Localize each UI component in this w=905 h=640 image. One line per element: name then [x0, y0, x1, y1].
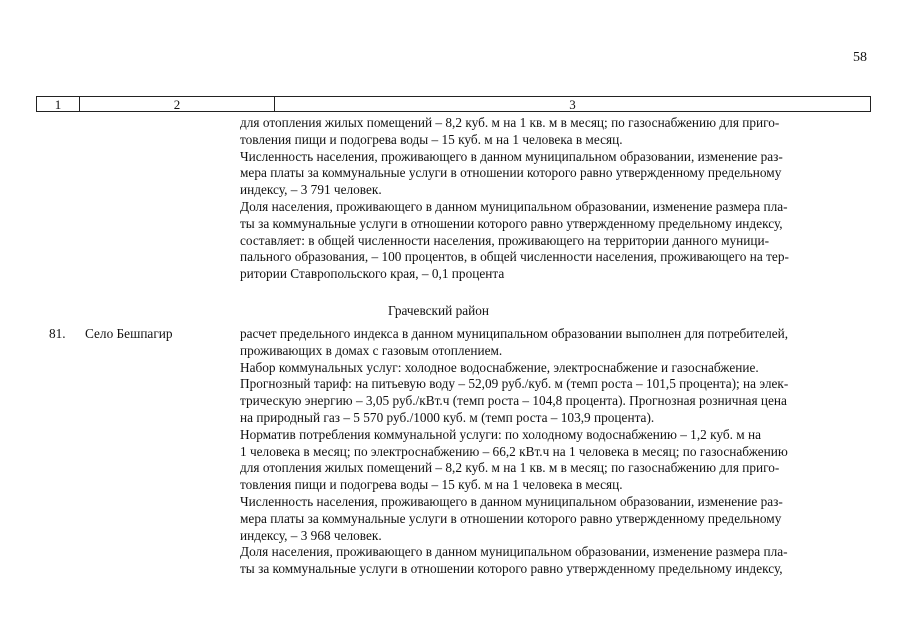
text-line: Доля населения, проживающего в данном муниципальном образовании, изменение размера пла- — [240, 198, 788, 214]
text-line: ты за коммунальные услуги в отношении которого равно утвержденному предельному индексу, — [240, 561, 783, 577]
text-line: Численность населения, проживающего в данном муниципальном образовании, изменение раз- — [240, 148, 783, 164]
section-title: Грачевский район — [388, 303, 490, 318]
text-line: ритории Ставропольского края, – 0,1 процента — [240, 266, 505, 282]
text-line: составляет: в общей численности населения, проживающего на территории данного муници- — [240, 232, 770, 248]
row81-text — [240, 326, 864, 578]
table-header-row — [36, 96, 871, 112]
header-col-3: 3 — [569, 97, 576, 112]
header-col-1: 1 — [37, 97, 80, 111]
text-line: Набор коммунальных услуг: холодное водоснабжение, электроснабжение и газоснабжение. — [240, 359, 759, 375]
text-line: товления пищи и подогрева воды – 15 куб. м на 1 человека в месяц. — [240, 477, 623, 493]
text-line: Доля населения, проживающего в данном муниципальном образовании, изменение размера пла- — [240, 544, 788, 560]
text-line: для отопления жилых помещений – 8,2 куб. м на 1 кв. м в месяц; по газоснабжению для приго- — [240, 460, 780, 476]
text-line: трическую энергию – 3,05 руб./кВт.ч (темп роста – 104,8 процента). Прогнозная розничная цена — [240, 393, 787, 409]
text-line: расчет предельного индекса в данном муниципальном образовании выполнен для потребителей, — [240, 326, 789, 341]
text-line: ты за коммунальные услуги в отношении которого равно утвержденному предельному индексу, — [240, 215, 783, 231]
text-line: мера платы за коммунальные услуги в отношении которого равно утвержденному предельному — [240, 165, 782, 181]
text-line: проживающих в домах с газовым отоплением. — [240, 342, 503, 358]
row-number: 81. — [49, 326, 66, 341]
text-line: индексу, – 3 791 человек. — [240, 182, 382, 198]
continuation-text — [240, 115, 864, 283]
text-line: для отопления жилых помещений – 8,2 куб. м на 1 кв. м в месяц; по газоснабжению для приго- — [240, 115, 780, 130]
text-line: пального образования, – 100 процентов, в общей численности населения, проживающего на тер- — [240, 249, 789, 265]
settlement-name: Село Бешпагир — [85, 326, 173, 341]
text-line: Норматив потребления коммунальной услуги: по холодному водоснабжению – 1,2 куб. м на — [240, 426, 762, 442]
text-line: 1 человека в месяц; по электроснабжению – 66,2 кВт.ч на 1 человека в месяц; по газоснабжению — [240, 443, 788, 459]
text-line: на природный газ – 5 570 руб./1000 куб. м (темп роста – 103,9 процента). — [240, 409, 655, 425]
text-line: Прогнозный тариф: на питьевую воду – 52,09 руб./куб. м (темп роста – 101,5 процента); на элек- — [240, 376, 789, 392]
text-line: товления пищи и подогрева воды – 15 куб. м на 1 человека в месяц. — [240, 131, 623, 147]
header-col-2: 2 — [80, 97, 275, 111]
text-line: мера платы за коммунальные услуги в отношении которого равно утвержденному предельному — [240, 510, 782, 526]
page-number: 58 — [853, 50, 867, 65]
text-line: индексу, – 3 968 человек. — [240, 527, 382, 543]
text-line: Численность населения, проживающего в данном муниципальном образовании, изменение раз- — [240, 493, 783, 509]
